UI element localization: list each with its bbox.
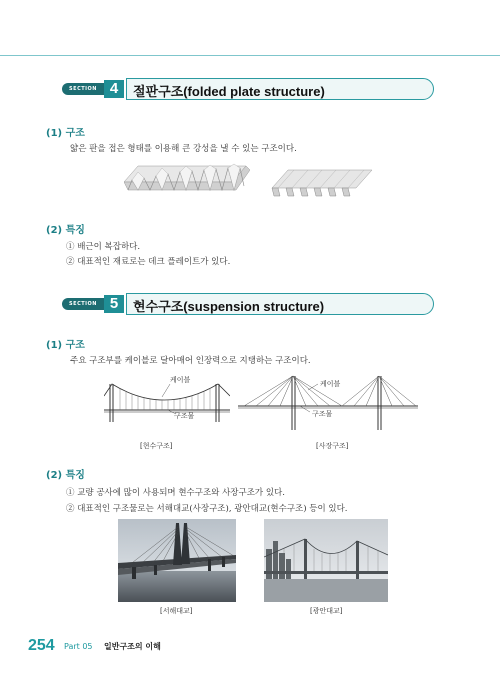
cable-label: 케이블: [320, 380, 341, 388]
section-tag: SECTION: [62, 83, 104, 95]
footer-title: 일반구조의 이해: [104, 642, 161, 651]
structure-description: 얇은 판을 접은 형태를 이용해 큰 강성을 낼 수 있는 구조이다.: [70, 144, 297, 154]
section-title: 현수구조(suspension structure): [133, 299, 325, 314]
gwangan-bridge-photo: [264, 519, 388, 602]
suspension-structure-diagram: [104, 374, 230, 430]
seohae-bridge-photo: [118, 519, 236, 602]
section-title: 절판구조(folded plate structure): [133, 84, 325, 99]
cable-label: 케이블: [170, 376, 191, 384]
gwangan-bridge-caption: [광안대교]: [310, 607, 343, 615]
feature-item-1: ① 배근이 복잡하다.: [66, 242, 141, 252]
folded-plate-figure-2: [268, 162, 374, 202]
cable-stayed-caption: [사장구조]: [316, 442, 349, 450]
folded-plate-figure-1: [124, 160, 250, 204]
section-header-5: [62, 293, 434, 315]
section-title-box: [126, 78, 434, 100]
subheading-structure: (1) 구조: [46, 340, 85, 351]
structure-member-label: 구조물: [174, 412, 195, 420]
section-header-4: [62, 78, 434, 100]
suspension-caption: [현수구조]: [140, 442, 173, 450]
feature-item-2: ② 대표적인 구조물로는 서해대교(사장구조), 광안대교(현수구조) 등이 있다.: [66, 504, 348, 514]
subheading-structure: (1) 구조: [46, 128, 85, 139]
section-number: 4: [104, 80, 124, 98]
structure-member-label: 구조물: [312, 410, 333, 418]
section-tag: SECTION: [62, 298, 104, 310]
structure-description: 주요 구조부를 케이블로 달아매어 인장력으로 지탱하는 구조이다.: [70, 356, 311, 366]
section-title-box: [126, 293, 434, 315]
page-number: 254: [28, 637, 55, 654]
subheading-features: (2) 특징: [46, 470, 85, 481]
seohae-bridge-caption: [서해대교]: [160, 607, 193, 615]
section-number: 5: [104, 295, 124, 313]
subheading-features: (2) 특징: [46, 225, 85, 236]
top-rule: [0, 55, 500, 56]
feature-item-1: ① 교량 공사에 많이 사용되며 현수구조와 사장구조가 있다.: [66, 488, 285, 498]
feature-item-2: ② 대표적인 재료로는 데크 플레이트가 있다.: [66, 257, 231, 267]
footer-part: Part 05: [64, 642, 93, 651]
